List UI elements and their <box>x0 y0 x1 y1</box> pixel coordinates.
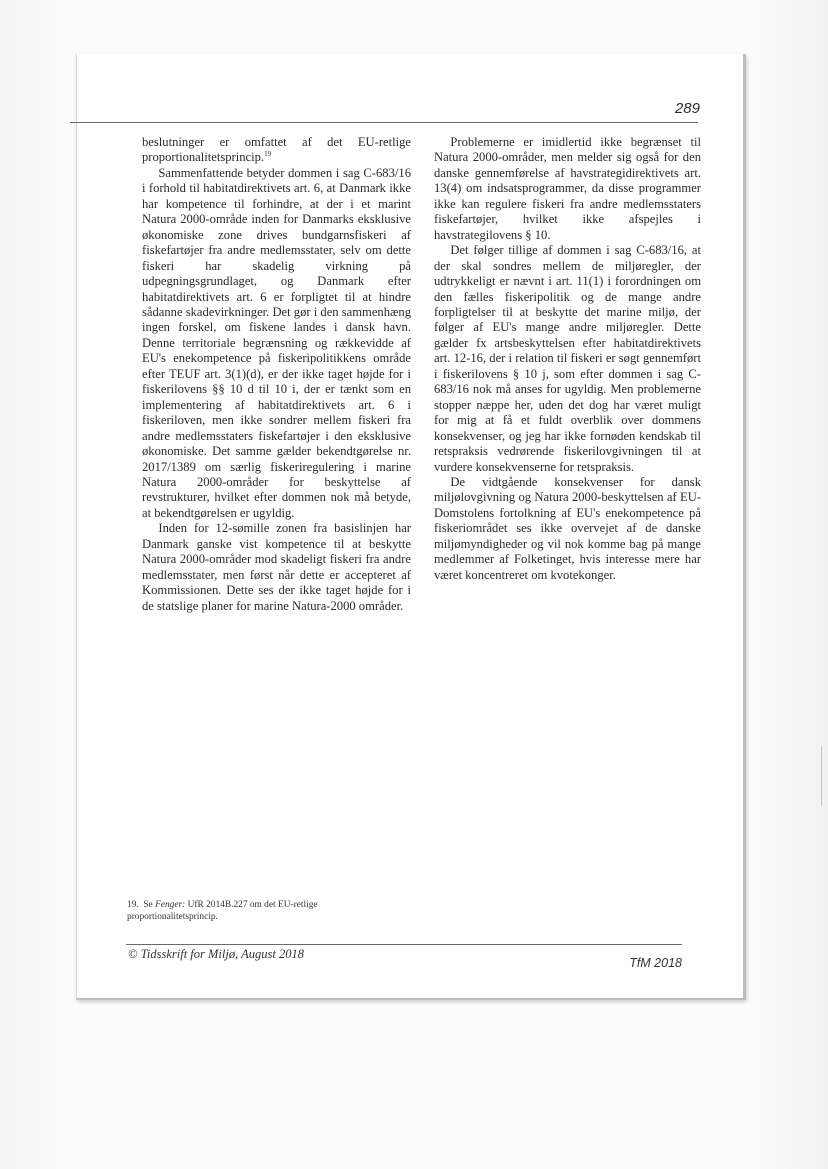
page-number: 289 <box>674 100 700 117</box>
paragraph-text: beslutninger er omfattet af det EU-retlige proportionalitetsprincip. <box>142 135 411 165</box>
scan-crease <box>821 746 822 806</box>
paragraph <box>142 135 411 166</box>
left-column <box>142 135 411 614</box>
footer-rule <box>126 944 682 945</box>
paragraph: Inden for 12-sømille zonen fra basislinjen har Danmark ganske vist kompetence til at beskytte Natura 2000-områder mod skadeligt fiskeri fra andre medlemsstater, men først når dette er accepteret af Kommissionen. Dette ses der ikke taget højde for i de statslige planer for marine Natura-2000 områder. <box>142 521 411 613</box>
paragraph: Problemerne er imidlertid ikke begrænset til Natura 2000-områder, men melder sig også for den danske gennemførelse af havstrategidirektivets art. 13(4) om indsatsprogrammer, da disse programmer ikke kan regulere fiskeri fra andre medlemsstaters fiskefartøjer, hvilket ikke afspejles i havstrategilovens § 10. <box>434 135 701 242</box>
header-rule <box>70 122 698 123</box>
footnote-citation: UfR 2014B.227 om det EU-retlige proportionalitetsprincip. <box>127 900 318 922</box>
journal-footer: © Tidsskrift for Miljø, August 2018 <box>128 947 304 961</box>
footnote-text <box>127 900 318 922</box>
journal-abbreviation: TfM 2018 <box>629 956 682 970</box>
paragraph: Det følger tillige af dommen i sag C-683/16, at der skal sondres mellem de miljøregler, der udtrykkeligt er nævnt i art. 11(1) i forordningen om den fælles fiskeripolitik og de mange andre forpligtelser til at beskytte det marine miljø, der følger af EU's mange andre miljøregler. Dette gælder fx artsbeskyttelsen efter habitatdirektivets art. 12-16, der i relation til fiskeri er søgt gennemført i fiskerilovens § 10 j, som efter dommen i sag C-683/16 nok må anses for ugyldig. Men problemerne stopper næppe her, uden det dog har været muligt for mig at få et fuldt overblik over dommens konsekvenser, og jeg har ikke fornøden kendskab til retspraksis vedrørende fiskerilovgivningen til at vurdere konsekvenserne for retspraksis. <box>434 243 701 474</box>
footnote-reference: 19 <box>264 150 272 159</box>
paragraph: De vidtgående konsekvenser for dansk miljølovgivning og Natura 2000-beskyttelsen af EU-Domstolens fortolkning af EU's enekompetence på fiskeriområdet ses ikke overvejet af de danske miljømyndigheder og vil nok komme bag på mange medlemmer af Folketinget, hvis interesse mere har været koncentreret om kvotekonger. <box>434 474 701 582</box>
paragraph: Sammenfattende betyder dommen i sag C-683/16 i forhold til habitatdirektivets art. 6, at Danmark ikke har kompetence til forhindre, at der i et marint Natura 2000-område inden for Danmarks eksklusive økonomiske zone drives bundgarnsfiskeri af fiskefartøjer fra andre medlemsstater, selv om dette fiskeri har skadelig virkning på udpegningsgrundlaget, og Danmark efter habitatdirektivets art. 6 er forpligtet til at hindre sådanne skadevirkninger. Det gør i den sammenhæng ingen forskel, om fiskene landes i dansk havn. Denne territoriale begrænsning og rækkevidde af EU's enekompetence på fiskeripolitikkens område efter TEUF art. 3(1)(d), er der ikke taget højde for i fiskerilovens §§ 10 d til 10 i, der er tænkt som en implementering af habitatdirektivets art. 6 i fiskeriloven, men ikke sondrer mellem fiskeri fra andre medlemsstaters fiskefartøjer i den eksklusive økonomiske. Det samme gælder bekendtgørelse nr. 2017/1389 om særlig fiskeriregulering i marine Natura 2000-områder for beskyttelse af revstrukturer, hvilket efter dommen nok må betyde, at bekendtgørelsen er ugyldig. <box>142 165 411 520</box>
footnote-number: 19. <box>127 900 139 910</box>
footnote-author: Fenger: <box>155 900 186 910</box>
footnote <box>127 899 407 923</box>
footnote-prefix: Se <box>143 900 156 910</box>
right-column <box>434 135 701 583</box>
